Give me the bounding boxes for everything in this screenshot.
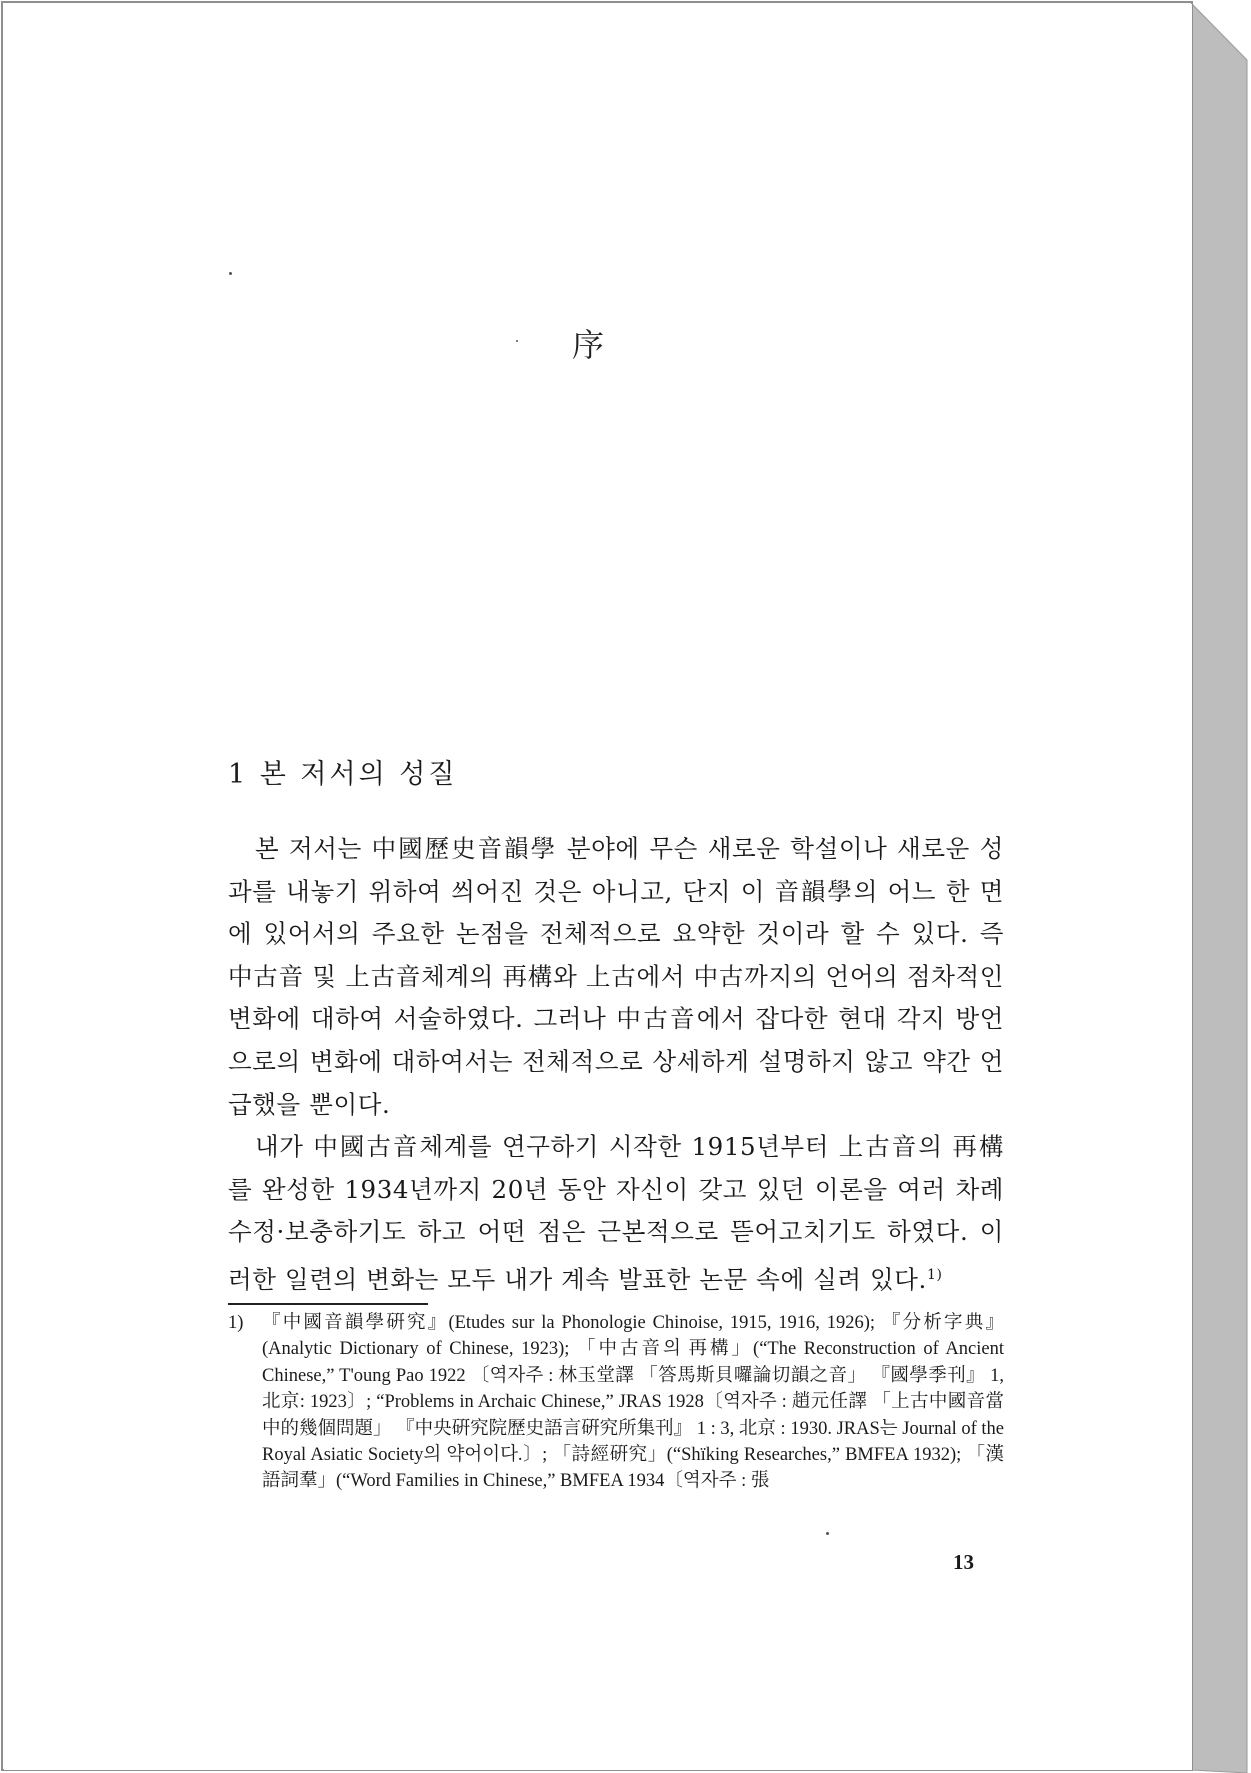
paragraph-text: 내가 中國古音체계를 연구하기 시작한 1915년부터 上古音의 再構를 완성한 1934년까지 20년 동안 자신이 갖고 있던 이론을 여러 차례 수정·보충하기도 하고 어떤 점은 근본적으로 뜯어고치기도 하였다. 이러한 일련의 변화는 모두 내가 계속 발표한 논문 속에 실려 있다. [228, 1132, 1004, 1295]
paragraph: 본 저서는 中國歷史音韻學 분야에 무슨 새로운 학설이나 새로운 성과를 내놓기 위하여 씌어진 것은 아니고, 단지 이 音韻學의 어느 한 면에 있어서의 주요한 논점을 전체적으로 요약한 것이라 할 수 있다. 즉 中古音 및 上古音체계의 再構와 上古에서 中古까지의 언어의 점차적인 변화에 대하여 서술하였다. 그러나 中古音에서 잡다한 현대 각지 방언으로의 변화에 대하여서는 전체적으로 상세하게 설명하지 않고 약간 언급했을 뿐이다. [228, 834, 1004, 1119]
footnote-number: 1) [228, 1313, 244, 1333]
page-title: 序 [572, 326, 605, 364]
footnote-reference[interactable]: 1) [926, 1266, 943, 1283]
body-text [228, 828, 1004, 1302]
scan-speck [516, 340, 518, 342]
footnote-text: 『中國音韻學硏究』(Etudes sur la Phonologie Chinoise, 1915, 1916, 1926); 『分析字典』(Analytic Dictionary of Chinese, 1923); 「中古音의 再構」(“The Reconstruction of Ancient Chinese,” T'oung Pao 1922 〔역자주 : 林玉堂譯 「答馬斯貝囉論切韻之音」 『國學季刊』 1, 北京: 1923〕; “Problems in Archaic Chinese,” JRAS 1928〔역자주 : 趙元任譯 「上古中國音當中的幾個問題」 『中央硏究院歷史語言硏究所集刊』 1 : 3, 北京 : 1930. JRAS는 Journal of the Royal Asiatic Society의 약어이다.〕; 「詩經硏究」(“Shïking Researches,” BMFEA 1932); 「漢語詞羣」(“Word Families in Chinese,” BMFEA 1934〔역자주 : 張 [262, 1313, 1004, 1492]
page-number: 13 [953, 1550, 974, 1574]
footnote-divider [228, 1303, 428, 1305]
scan-speck [826, 1532, 829, 1535]
section-heading: 1 본 저서의 성질 [228, 759, 458, 790]
scan-speck [229, 272, 232, 275]
paragraph [228, 1126, 1004, 1302]
footnote [228, 1310, 1004, 1495]
